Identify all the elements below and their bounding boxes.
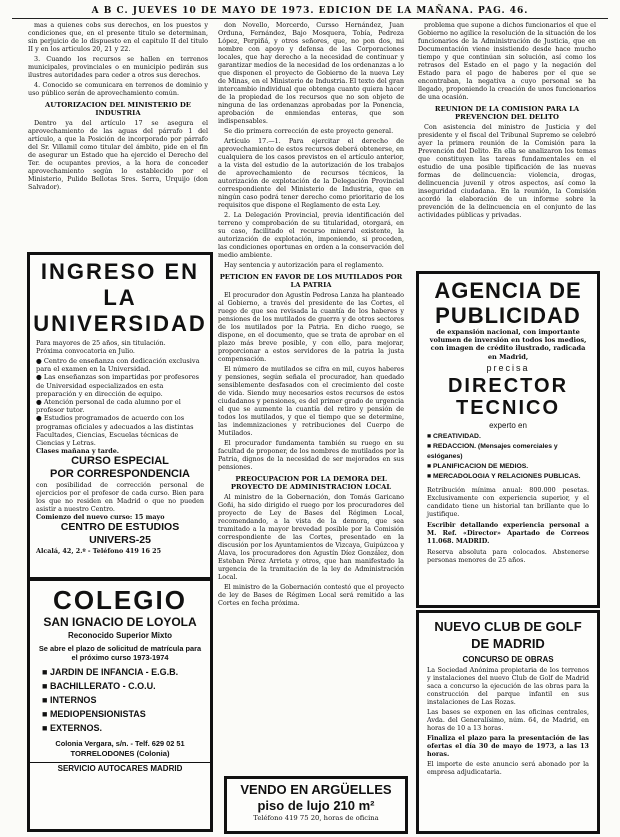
- agencia-role-2: TECNICO: [456, 396, 560, 419]
- paragraph: 4. Conocido se comunicara en terrenos de dominio y uso público serán de aprovechamiento común.: [28, 81, 208, 97]
- agencia-title-1: AGENCIA DE: [434, 278, 582, 303]
- column-3-text: [418, 21, 596, 267]
- course-start: Comienzo del nuevo curso: 15 mayo: [36, 513, 165, 522]
- bullet-item: ● Atención personal de cada alumno por el profesor tutor.: [36, 398, 181, 415]
- ad-subtitle: Para mayores de 25 años, sin titulación.: [36, 339, 166, 347]
- bullet-item: ● Estudios programados de acuerdo con los programas oficiales y adecuados a las distintas Facultades, Ciencias, Escuelas técnicas de Ciencias y Letras.: [36, 414, 194, 448]
- ad-bullets: [36, 357, 204, 447]
- paragraph: El procurador don Agustín Pedrosa Lanza ha planteado al Gobierno, a través del presidente de las Cortes, el ruego de que sea revisada la cuantía de los haberes y pensiones de los mutilados de guerra y de otros sectores de los mutilados por la Patria. En dicho ruego, se dispone, en el documento, que se trata de aprobar en el plazo más breve posible, y con ello, para mejorar, proporcionar a estos servidores de la patria la justa compensación.: [218, 291, 404, 363]
- ad-golf: [416, 610, 600, 834]
- list-item: ■ BACHILLERATO - C.O.U.: [42, 679, 210, 693]
- paragraph: 3. Cuando los recursos se hallen en terrenos municipales, provinciales o en municipio pedirán sus ilustres autoridades para ceder a otros sus derechos.: [28, 55, 208, 79]
- list-item: ■ CREATIVIDAD.: [427, 432, 481, 440]
- ad-colegio: [27, 578, 213, 832]
- agencia-text-3: Reserva absoluta para colocados. Abstenerse personas menores de 25 años.: [427, 547, 589, 564]
- ad-title-line1: INGRESO EN LA: [40, 259, 200, 310]
- agencia-text-1: Retribución mínima anual: 800.000 pesetas. Exclusivamente con experiencia superior, y el candidato tiene un historial tan brillante que lo justifique.: [427, 485, 589, 518]
- golf-text-1: La Sociedad Anónima propietaria de los terrenos y instalaciones del nuevo Club de Golf de Madrid saca a concurso la ejecución de las obras para la construcción del parque infantil en sus instalaciones de Las Rozas.: [427, 666, 589, 706]
- golf-text-3: Finaliza el plazo para la presentación de las ofertas el día 30 de mayo de 1973, a las 13 horas.: [427, 734, 589, 758]
- golf-text-2: Las bases se exponen en las oficinas centrales, Avda. del Generalísimo, núm. 64, de Madrid, en horas de 10 a 13 horas.: [427, 708, 589, 732]
- centro-address: Alcalá, 42, 2.º - Teléfono 419 16 25: [36, 547, 162, 556]
- centro-name-2: UNIVERS-25: [89, 534, 151, 547]
- bullet-item: ● Las enseñanzas son impartidas por profesores de Universidad especializados en esta preparación y en dirección de equipo.: [36, 373, 200, 398]
- section-heading: AUTORIZACION DEL MINISTERIO DE INDUSTRIA: [45, 101, 191, 117]
- ad-subtitle-2: Próxima convocatoria en Julio.: [36, 347, 135, 355]
- golf-heading: CONCURSO DE OBRAS: [462, 655, 554, 664]
- column-1-text: [28, 21, 208, 249]
- paragraph: problema que supone a dichos funcionarios el que el Gobierno no agilice la resolución de la situación de los funcionarios de la Administración de Justicia, que en Documentación viene insistiendo desde hace mucho tiempo y que continúan sin solución, así como los retrasos del Estado en el pago y la negación del Estado para el pago de haberes por el que se encontraban, la negativa a cuyo personal se ha llegado, proponiendo la creación de unos funcionarios de una ocasión.: [418, 21, 596, 101]
- agencia-title-2: PUBLICIDAD: [435, 303, 581, 328]
- list-item: ■ INTERNOS: [42, 693, 210, 707]
- paragraph: Se dio primera corrección de este proyecto general.: [224, 127, 394, 135]
- paragraph: Dentro ya del artículo 17 se asegura el aprovechamiento de las aguas del párrafo 1 del artículo, a que la Posición de incorporado por párrafo del Sr. Villamil como titular del ámbito, pide en el fin de asegurar un Estado que ha ejercido el Derecho del Ter. de ocupantes previos, a la hora de conceder aprovechamiento según lo establecido por el Ministerio, Pulido Bellotas Sres. Serra, Urquijo (don Salvador).: [28, 119, 208, 191]
- colegio-title: COLEGIO: [53, 585, 187, 615]
- paragraph: don Novello, Morcerdo, Cursso Hernández, Juan Orduna, Fernández, Bajo Mosquera, Tobía, Pedreza López, Perpiñá, y otros señores, que, no pon dos, mi nombre con apoyo y defensa de las Corporaciones locales, que hay derecho a la necesidad de continuar y garantizar medios de la necesidad de los ordenanzas a lo que disponen el proyecto de Gobierno de la nueva Ley de Minas, en el Ministerio de Industria. El texto del gran intercambio individual que obtenga cuanto quiera hacer de la propiedad de los recursos que no son objeto de ninguna de las ordenanzas aprobadas por la Ponencia, aprobación de enmiendas enteras, que son indispensables.: [218, 21, 404, 125]
- paragraph: El procurador fundamenta también su ruego en su facultad de proponer, de los nombres de mutilados por la Patria, dignos de la necesidad de ser mejorados en sus pensiones.: [218, 439, 404, 471]
- golf-title-2: DE MADRID: [471, 636, 545, 651]
- agencia-list: [427, 432, 589, 482]
- vendo-phone: Teléfono 419 75 20, horas de oficina: [253, 814, 379, 822]
- ad-agencia: [416, 271, 600, 608]
- section-heading: REUNION DE LA COMISION PARA LA PREVENCION DEL DELITO: [434, 105, 580, 121]
- paragraph: El número de mutilados se cifra en mil, cuyos haberes y pensiones, según señala el procurador, han quedado sensiblemente desfasados con el crecimiento del coste de vida. Siendo muy necesarios estos recursos de estos ciudadanos y pensiones, es del primer grado de urgencia el que se aumente la cuantía del retiro y pensión de todos los mutilados, y que el tiempo que se determine, las indemnizaciones y retribuciones del Cuerpo de Mutilados.: [218, 365, 404, 437]
- ad-universidad: [27, 252, 213, 580]
- ad-title-line2: UNIVERSIDAD: [33, 311, 207, 336]
- list-item: ■ MEDIOPENSIONISTAS: [42, 707, 210, 721]
- paragraph: Al ministro de la Gobernación, don Tomás Garicano Goñi, ha sido dirigido el ruego por los procuradores del proyecto de Ley de Bases del Régimen Local, recomendando, a la vista de la demora, que sea tramitado a la mayor brevedad posible por la Comisión correspondiente de las Cortes, presentado en la discusión por los Ayuntamientos de Vizcaya, Guipúzcoa y Álava, los procuradores don Agustín Díez González, don Esteban Pérez Arrieta y otros, que han manifestado la urgencia de la tramitación de la ley de Administración Local.: [218, 493, 404, 581]
- ad-note: Clases mañana y tarde.: [36, 447, 120, 456]
- list-item: ■ MERCADOLOGIA Y RELACIONES PUBLICAS.: [427, 472, 581, 480]
- vendo-title: VENDO EN ARGÜELLES: [240, 782, 392, 797]
- agencia-role-1: DIRECTOR: [447, 374, 569, 397]
- list-item: ■ PLANIFICACION DE MEDIOS.: [427, 462, 529, 470]
- colegio-notice: Se abre el plazo de solicitud de matrícula para el próximo curso 1973-1974: [38, 644, 202, 662]
- paragraph: Con asistencia del ministro de Justicia y del presidente y el fiscal del Tribunal Supremo se celebró ayer la primera reunión de la Comisión para la Prevención del Delito. En ella se analizaron los temas que constituyen las tareas fundamentales en el estudio de una posible tipificación de las nuevas formas de delincuencia: violencia, drogas, delincuencia juvenil y otros aspectos, así como la inseguridad ciudadana. En la reunión, la Comisión acordó la elaboración de un informe sobre la prevención de la delincuencia en el conjunto de las actividades públicas y privadas.: [418, 123, 596, 219]
- paragraph: Artículo 17.—1. Para ejercitar el derecho de aprovechamiento de estos recursos deberá obtenerse, en cualquiera de los casos previstos en el artículo anterior, a la vista del estudio de la autorización de los trabajos de aprovechamiento de recursos técnicos, la autorización de explotación de la Delegación Provincial correspondiente del Ministerio de Industria, que en ningún caso podrá tener derecho como prioritario de los requisitos que dispone el Reglamento de esta Ley.: [218, 137, 404, 209]
- section-heading: PREOCUPACION POR LA DEMORA DEL PROYECTO DE ADMINISTRACION LOCAL: [230, 475, 392, 491]
- course-text: con posibilidad de corrección personal de ejercicios por el profesor de cada curso. Bien para los que no residen en Madrid o que no pueden asistir a nuestro Centro.: [36, 481, 204, 514]
- page-header: A B C. JUEVES 10 DE MAYO DE 1973. EDICION DE LA MAÑANA. PAG. 46.: [12, 4, 608, 19]
- colegio-bus: SERVICIO AUTOCARES MADRID: [30, 762, 210, 775]
- colegio-address: Colonia Vergara, s/n. - Telf. 629 02 51: [55, 739, 185, 748]
- list-item: ■ EXTERNOS.: [42, 721, 210, 735]
- agencia-text-2: Escribir detallando experiencia personal a M. Ref. «Director» Apartado de Correos 11.068. MADRID.: [427, 520, 589, 545]
- list-item: ■ JARDIN DE INFANCIA - E.G.B.: [42, 665, 210, 679]
- golf-text-4: El importe de este anuncio será abonado por la empresa adjudicataria.: [427, 760, 589, 776]
- colegio-name: SAN IGNACIO DE LOYOLA: [43, 615, 197, 629]
- agencia-expert: experto en: [489, 420, 527, 430]
- centro-name-1: CENTRO DE ESTUDIOS: [60, 521, 180, 534]
- bullet-item: ● Centro de enseñanza con dedicación exclusiva para el examen en la Universidad.: [36, 357, 200, 374]
- list-item: ■ REDACCION. (Mensajes comerciales y eslóganes): [427, 442, 558, 460]
- colegio-recognition: Reconocido Superior Mixto: [67, 631, 172, 640]
- paragraph: 2. La Delegación Provincial, previa identificación del terreno y comprobación de su titularidad, otorgará, en su caso, facilitado el recurso mineral existente, la autorización de explotación, imponiendo, si proceden, las condiciones oportunas en orden a la conservación del medio ambiente.: [218, 211, 404, 259]
- paragraph: El ministro de la Gobernación contestó que el proyecto de ley de Bases de Régimen Local será remitido a las Cortes en fecha próxima.: [218, 583, 404, 607]
- course-title-1: CURSO ESPECIAL: [71, 455, 169, 468]
- course-title-2: POR CORRESPONDENCIA: [50, 468, 190, 481]
- paragraph: Hay sentencia y autorización para el reglamento.: [224, 261, 384, 269]
- colegio-town: TORRELODONES (Colonia): [70, 749, 170, 758]
- column-2-text: [218, 21, 404, 773]
- section-heading: PETICION EN FAVOR DE LOS MUTILADOS POR LA PATRIA: [219, 273, 403, 289]
- paragraph: mas a quienes cobs sus derechos, en los puestos y condiciones que, en el presente titulo se determinan, sin perjuicio de lo dispuesto en el capitulo II del titulo II y en los articulos 20, 21 y 22.: [28, 21, 208, 53]
- agencia-desc: de expansión nacional, con importante volumen de inversión en todos los medios, con imagen de crédito ilustrado, radicada en Madrid,: [429, 328, 587, 361]
- agencia-precisa: precisa: [486, 362, 530, 373]
- golf-title-1: NUEVO CLUB DE GOLF: [434, 619, 582, 634]
- vendo-line2: piso de lujo 210 m²: [257, 798, 375, 813]
- colegio-list: [30, 665, 210, 735]
- ad-vendo: [224, 776, 408, 834]
